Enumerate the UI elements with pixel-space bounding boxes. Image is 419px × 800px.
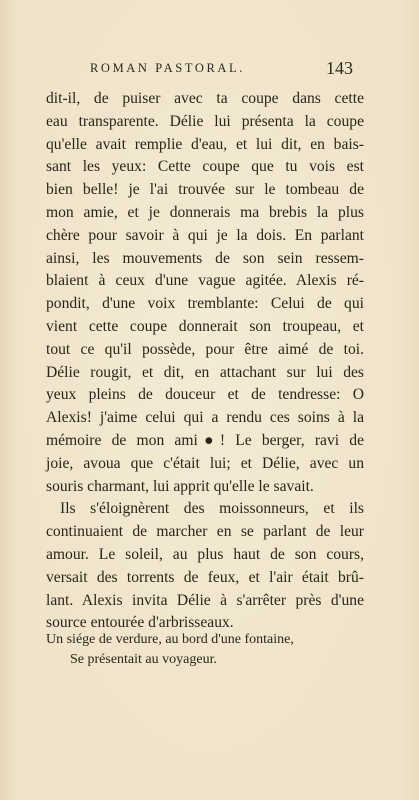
text-line: blaient à ceux d'une vague agitée. Alexis ré- <box>46 272 364 290</box>
text-line: vient cette coupe donnerait son troupeau, et <box>46 317 364 335</box>
text-line: Délie rougit, et dit, en attachant sur lui des <box>46 363 364 381</box>
verse-line-1: Un siége de verdure, au bord d'une fontaine, <box>46 632 294 647</box>
text-line: continuaient de marcher en se parlant de leur <box>46 523 364 541</box>
text-line: tout ce qu'il possède, pour être aimé de toi. <box>46 340 364 358</box>
text-line: source entourée d'arbrisseaux. <box>46 614 234 632</box>
text-line: lant. Alexis invita Délie à s'arrêter près d'une <box>46 591 364 609</box>
text-line: versait des torrents de feux, et l'air était brû- <box>46 568 364 586</box>
text-line: chère pour savoir à qui je la dois. En parlant <box>46 226 364 244</box>
text-line: mon amie, et je donnerais ma brebis la plus <box>46 203 364 221</box>
text-line: eau transparente. Délie lui présenta la coupe <box>46 112 364 130</box>
text-line: pondit, d'une voix tremblante: Celui de qui <box>46 295 364 313</box>
text-line: mémoire de mon ami●! Le berger, ravi de <box>46 431 364 449</box>
text-line: ainsi, les mouvements de son sein ressem- <box>46 249 364 267</box>
verse-quote <box>46 630 376 670</box>
text-line: amour. Le soleil, au plus haut de son cours, <box>46 545 364 563</box>
text-line: sant les yeux: Cette coupe que tu vois est <box>46 158 364 176</box>
text-line: Alexis! j'aime celui qui a rendu ces soins à la <box>46 409 364 427</box>
text-line: joie, avoua que c'était lui; et Délie, avec un <box>46 454 364 472</box>
text-line: souris charmant, lui apprit qu'elle le savait. <box>46 477 314 495</box>
text-line: Ils s'éloignèrent des moissonneurs, et ils <box>60 500 364 518</box>
text-line: qu'elle avait remplie d'eau, et lui dit, en bais- <box>46 135 364 153</box>
running-title: ROMAN PASTORAL. <box>90 61 246 75</box>
verse-line-2: Se présentait au voyageur. <box>70 652 217 667</box>
text-line: bien belle! je l'ai trouvée sur le tombeau de <box>46 181 364 199</box>
body-text <box>46 88 364 635</box>
page-number: 143 <box>326 58 353 78</box>
text-line: dit-il, de puiser avec ta coupe dans cette <box>46 90 364 107</box>
text-line: yeux pleins de douceur et de tendresse: O <box>46 386 364 404</box>
running-head <box>0 58 419 80</box>
